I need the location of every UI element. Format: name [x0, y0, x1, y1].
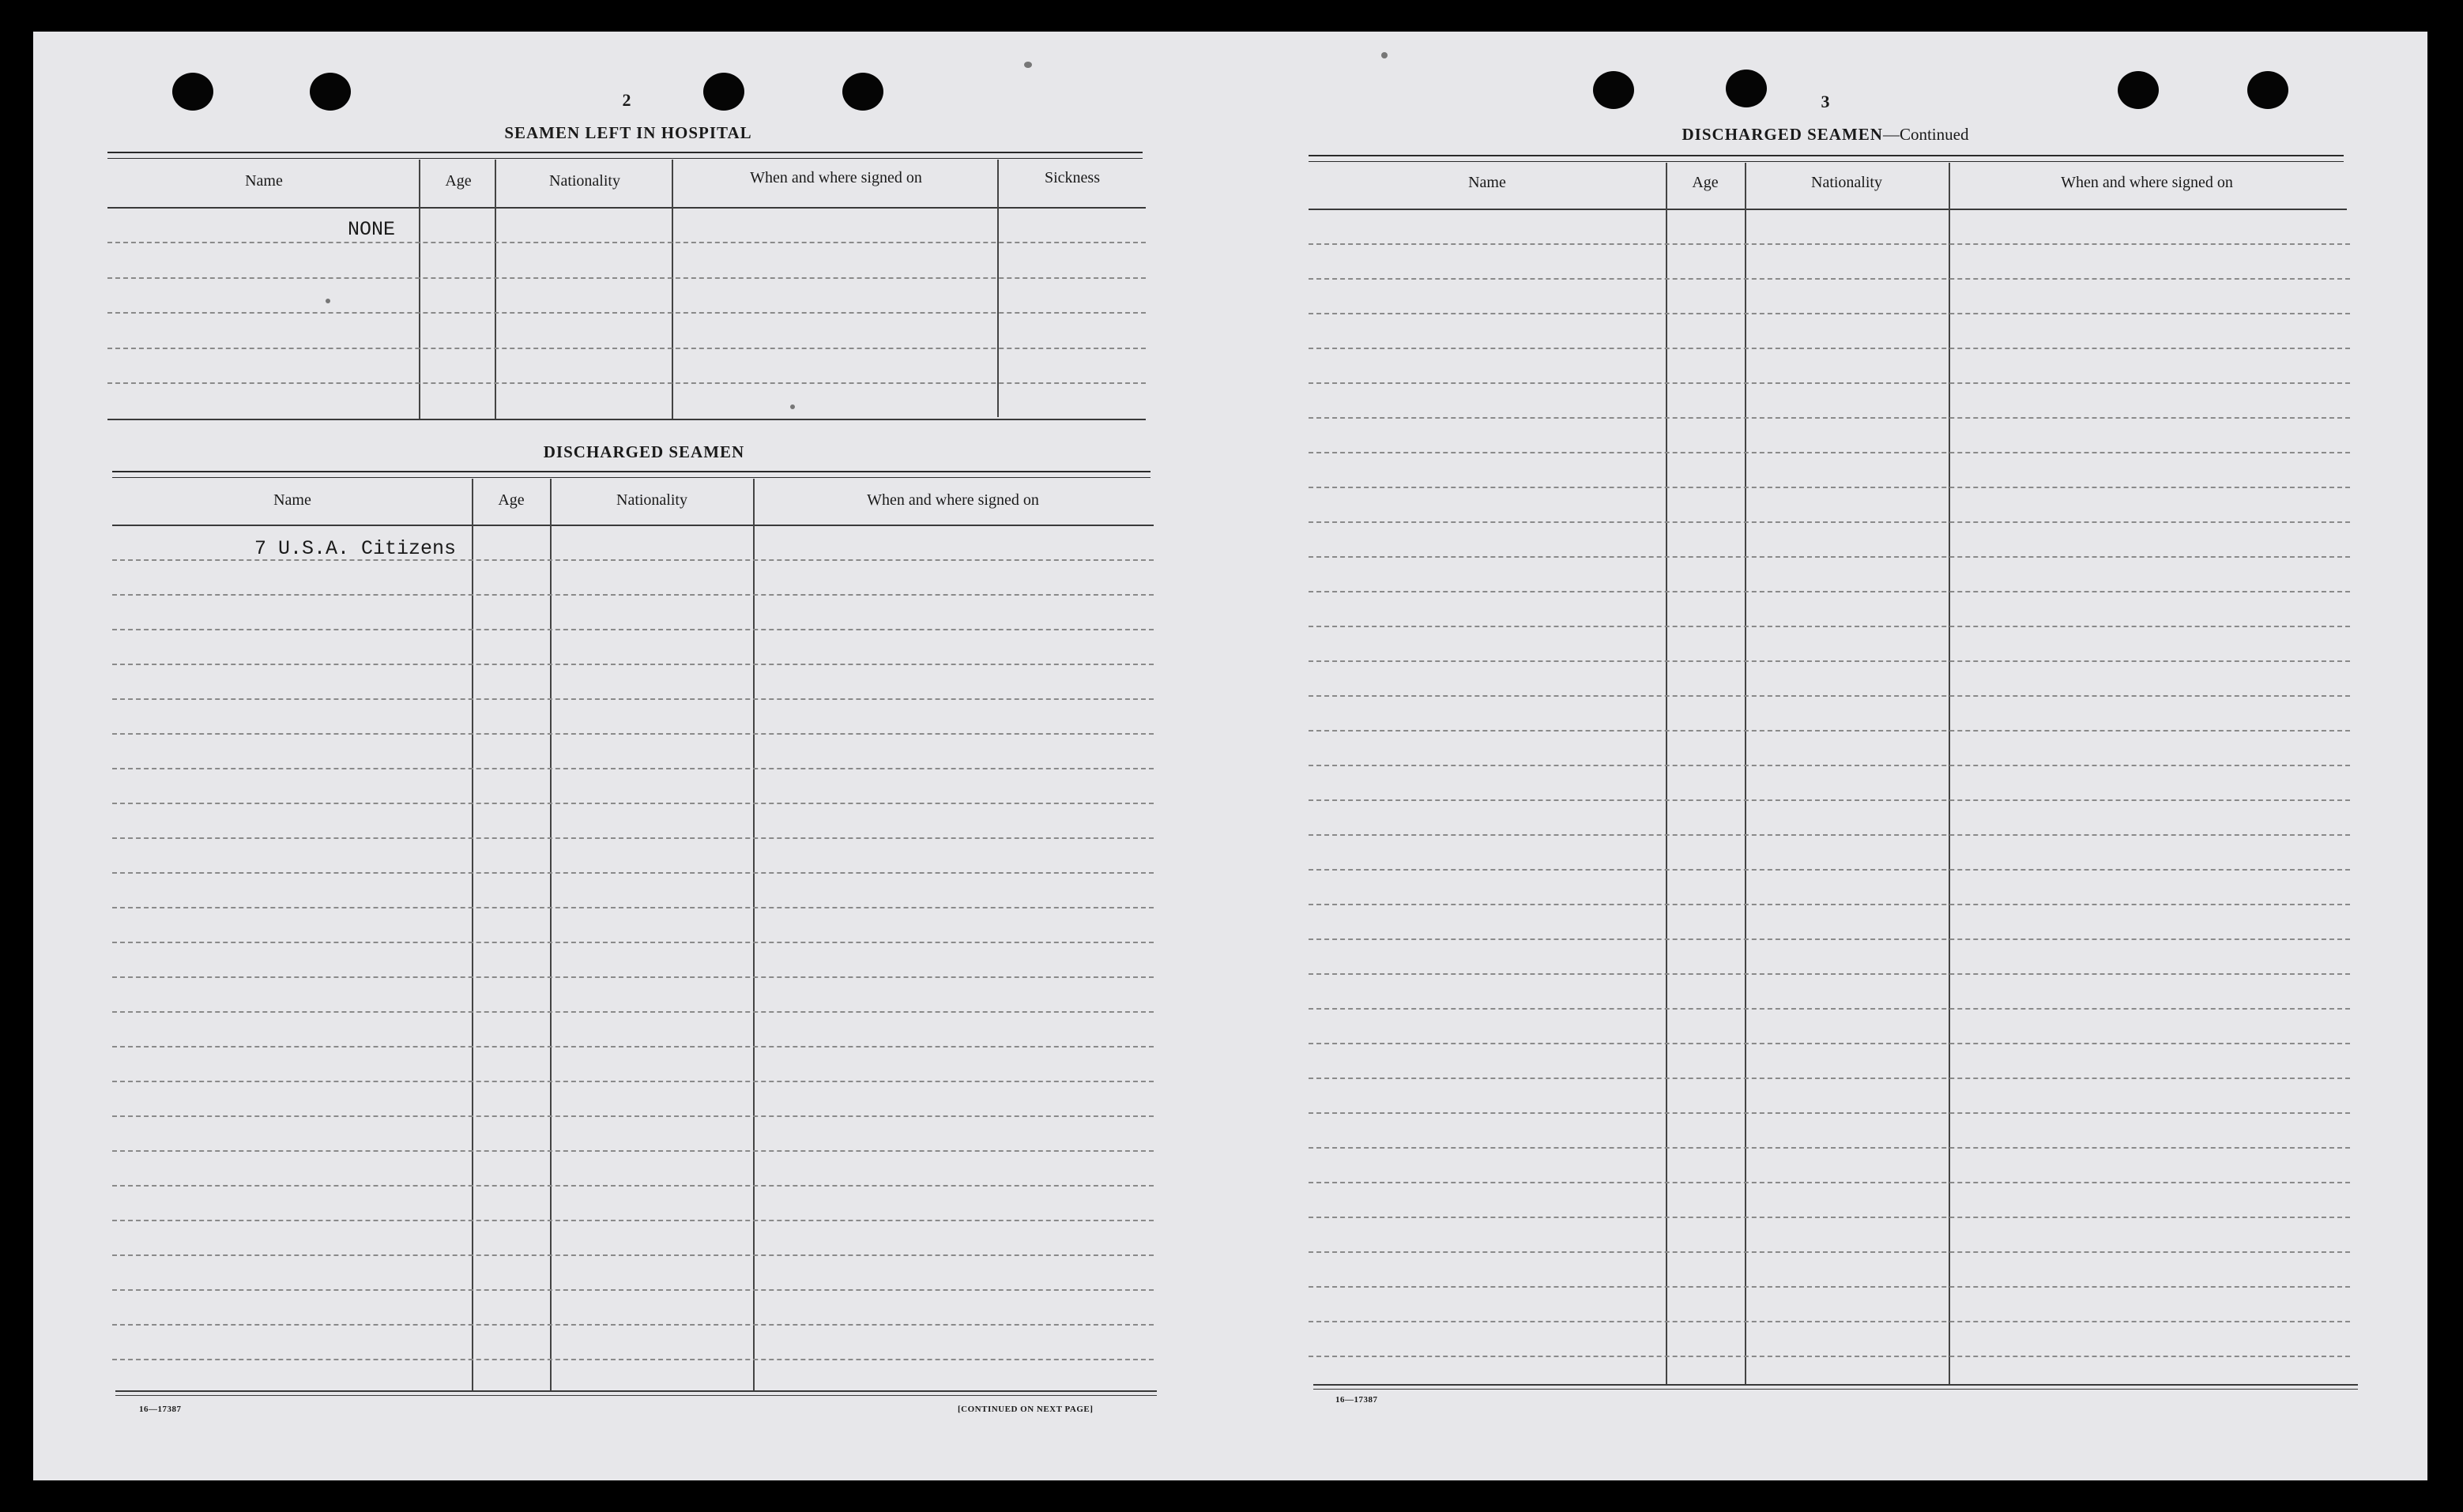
- right-row-line: [1309, 938, 2350, 940]
- right-top-rule: [1309, 155, 2344, 156]
- discharged-row-line: [112, 1046, 1154, 1047]
- hospital-header-underline: [107, 207, 1146, 209]
- discharged-col-name: Name: [273, 491, 311, 509]
- form-number-left: 16—17387: [139, 1405, 182, 1414]
- scan-speck: [1024, 62, 1032, 68]
- hospital-row-line: [107, 242, 1146, 243]
- punch-hole: [703, 73, 744, 111]
- right-row-line: [1309, 348, 2350, 349]
- right-section-title-suffix: —Continued: [1882, 125, 1969, 144]
- right-row-line: [1309, 1286, 2350, 1288]
- discharged-top-rule: [112, 471, 1151, 472]
- right-col-name: Name: [1468, 174, 1506, 191]
- punch-hole: [310, 73, 351, 111]
- hospital-col-sickness: Sickness: [1045, 169, 1100, 186]
- right-row-line: [1309, 1251, 2350, 1253]
- hospital-bottom-rule: [107, 419, 1146, 420]
- right-bottom-rule: [1313, 1384, 2358, 1386]
- hospital-top-rule-thin: [107, 158, 1143, 159]
- right-col-nationality: Nationality: [1811, 174, 1882, 191]
- right-row-line: [1309, 626, 2350, 627]
- right-header-underline: [1309, 209, 2347, 210]
- discharged-top-rule-thin: [112, 477, 1151, 478]
- hospital-row-line: [107, 312, 1146, 314]
- discharged-col-age: Age: [498, 491, 525, 509]
- discharged-row-line: [112, 942, 1154, 943]
- punch-hole: [172, 73, 213, 111]
- right-row-line: [1309, 487, 2350, 488]
- right-col-age: Age: [1692, 174, 1719, 191]
- right-row-line: [1309, 1217, 2350, 1218]
- hospital-row-line: [107, 382, 1146, 384]
- hospital-col-divider: [997, 160, 999, 417]
- right-row-line: [1309, 1008, 2350, 1010]
- discharged-row-line: [112, 1289, 1154, 1291]
- punch-hole: [842, 73, 883, 111]
- right-col-divider: [1949, 163, 1950, 1386]
- discharged-row-line: [112, 698, 1154, 700]
- right-row-line: [1309, 313, 2350, 314]
- right-row-line: [1309, 765, 2350, 766]
- scan-speck: [1381, 52, 1388, 58]
- discharged-row-line: [112, 1185, 1154, 1187]
- discharged-row-line: [112, 664, 1154, 665]
- hospital-row-line: [107, 348, 1146, 349]
- document-sheet: [33, 32, 2427, 1480]
- discharged-bottom-rule-2: [115, 1395, 1157, 1396]
- punch-hole: [2118, 71, 2159, 109]
- hospital-col-divider: [495, 160, 496, 419]
- discharged-col-signed-on: When and where signed on: [867, 491, 1039, 509]
- right-row-line: [1309, 1182, 2350, 1183]
- scan-speck: [790, 404, 795, 409]
- discharged-row-line: [112, 1220, 1154, 1221]
- right-row-line: [1309, 243, 2350, 245]
- continued-note: [CONTINUED ON NEXT PAGE]: [958, 1405, 1094, 1414]
- discharged-row-line: [112, 733, 1154, 735]
- right-col-divider: [1666, 163, 1667, 1386]
- discharged-row-line: [112, 1081, 1154, 1082]
- discharged-row-line: [112, 1359, 1154, 1360]
- right-row-line: [1309, 1112, 2350, 1114]
- right-row-line: [1309, 799, 2350, 801]
- right-section-title: [1612, 125, 2039, 145]
- discharged-entry-name: 7 U.S.A. Citizens: [254, 537, 457, 560]
- discharged-row-line: [112, 1254, 1154, 1256]
- discharged-section-title: DISCHARGED SEAMEN: [543, 442, 745, 461]
- hospital-row-line: [107, 277, 1146, 279]
- right-row-line: [1309, 521, 2350, 523]
- right-row-line: [1309, 1043, 2350, 1044]
- form-number-right: 16—17387: [1335, 1395, 1378, 1405]
- discharged-col-nationality: Nationality: [616, 491, 687, 509]
- discharged-row-line: [112, 872, 1154, 874]
- hospital-col-name: Name: [245, 172, 283, 190]
- right-row-line: [1309, 869, 2350, 871]
- hospital-col-age: Age: [445, 172, 472, 190]
- right-row-line: [1309, 904, 2350, 905]
- right-row-line: [1309, 660, 2350, 662]
- discharged-row-line: [112, 976, 1154, 978]
- right-row-line: [1309, 1356, 2350, 1357]
- discharged-row-line: [112, 1150, 1154, 1152]
- hospital-top-rule: [107, 152, 1143, 153]
- hospital-col-divider: [419, 160, 420, 419]
- scan-speck: [326, 299, 330, 303]
- right-row-line: [1309, 695, 2350, 697]
- right-row-line: [1309, 1147, 2350, 1149]
- right-col-divider: [1745, 163, 1746, 1386]
- hospital-entry-name: NONE: [348, 218, 396, 241]
- page-number-right: 3: [1821, 92, 1830, 111]
- punch-hole: [2247, 71, 2288, 109]
- right-row-line: [1309, 382, 2350, 384]
- right-row-line: [1309, 973, 2350, 975]
- punch-hole: [1726, 70, 1767, 107]
- right-row-line: [1309, 834, 2350, 836]
- hospital-col-signed-on: When and where signed on: [750, 169, 922, 186]
- page-number-left: 2: [622, 90, 631, 110]
- right-row-line: [1309, 452, 2350, 453]
- right-row-line: [1309, 1321, 2350, 1322]
- discharged-row-line: [112, 837, 1154, 839]
- right-col-signed-on: When and where signed on: [2061, 174, 2233, 191]
- right-row-line: [1309, 591, 2350, 592]
- right-row-line: [1309, 417, 2350, 419]
- discharged-header-underline: [112, 525, 1154, 526]
- hospital-col-nationality: Nationality: [549, 172, 620, 190]
- punch-hole: [1593, 71, 1634, 109]
- discharged-row-line: [112, 803, 1154, 804]
- discharged-row-line: [112, 1011, 1154, 1013]
- hospital-section-title: SEAMEN LEFT IN HOSPITAL: [504, 123, 752, 142]
- right-row-line: [1309, 1078, 2350, 1079]
- right-section-title-main: DISCHARGED SEAMEN: [1682, 125, 1883, 144]
- discharged-row-line: [112, 1115, 1154, 1117]
- right-row-line: [1309, 278, 2350, 280]
- right-row-line: [1309, 730, 2350, 732]
- right-row-line: [1309, 556, 2350, 558]
- discharged-row-line: [112, 1324, 1154, 1326]
- discharged-bottom-rule: [115, 1390, 1157, 1392]
- right-top-rule-thin: [1309, 161, 2344, 162]
- discharged-row-line: [112, 907, 1154, 908]
- right-bottom-rule-2: [1313, 1389, 2358, 1390]
- discharged-row-line: [112, 629, 1154, 630]
- discharged-row-line: [112, 768, 1154, 769]
- discharged-row-line: [112, 594, 1154, 596]
- hospital-col-divider: [672, 160, 673, 419]
